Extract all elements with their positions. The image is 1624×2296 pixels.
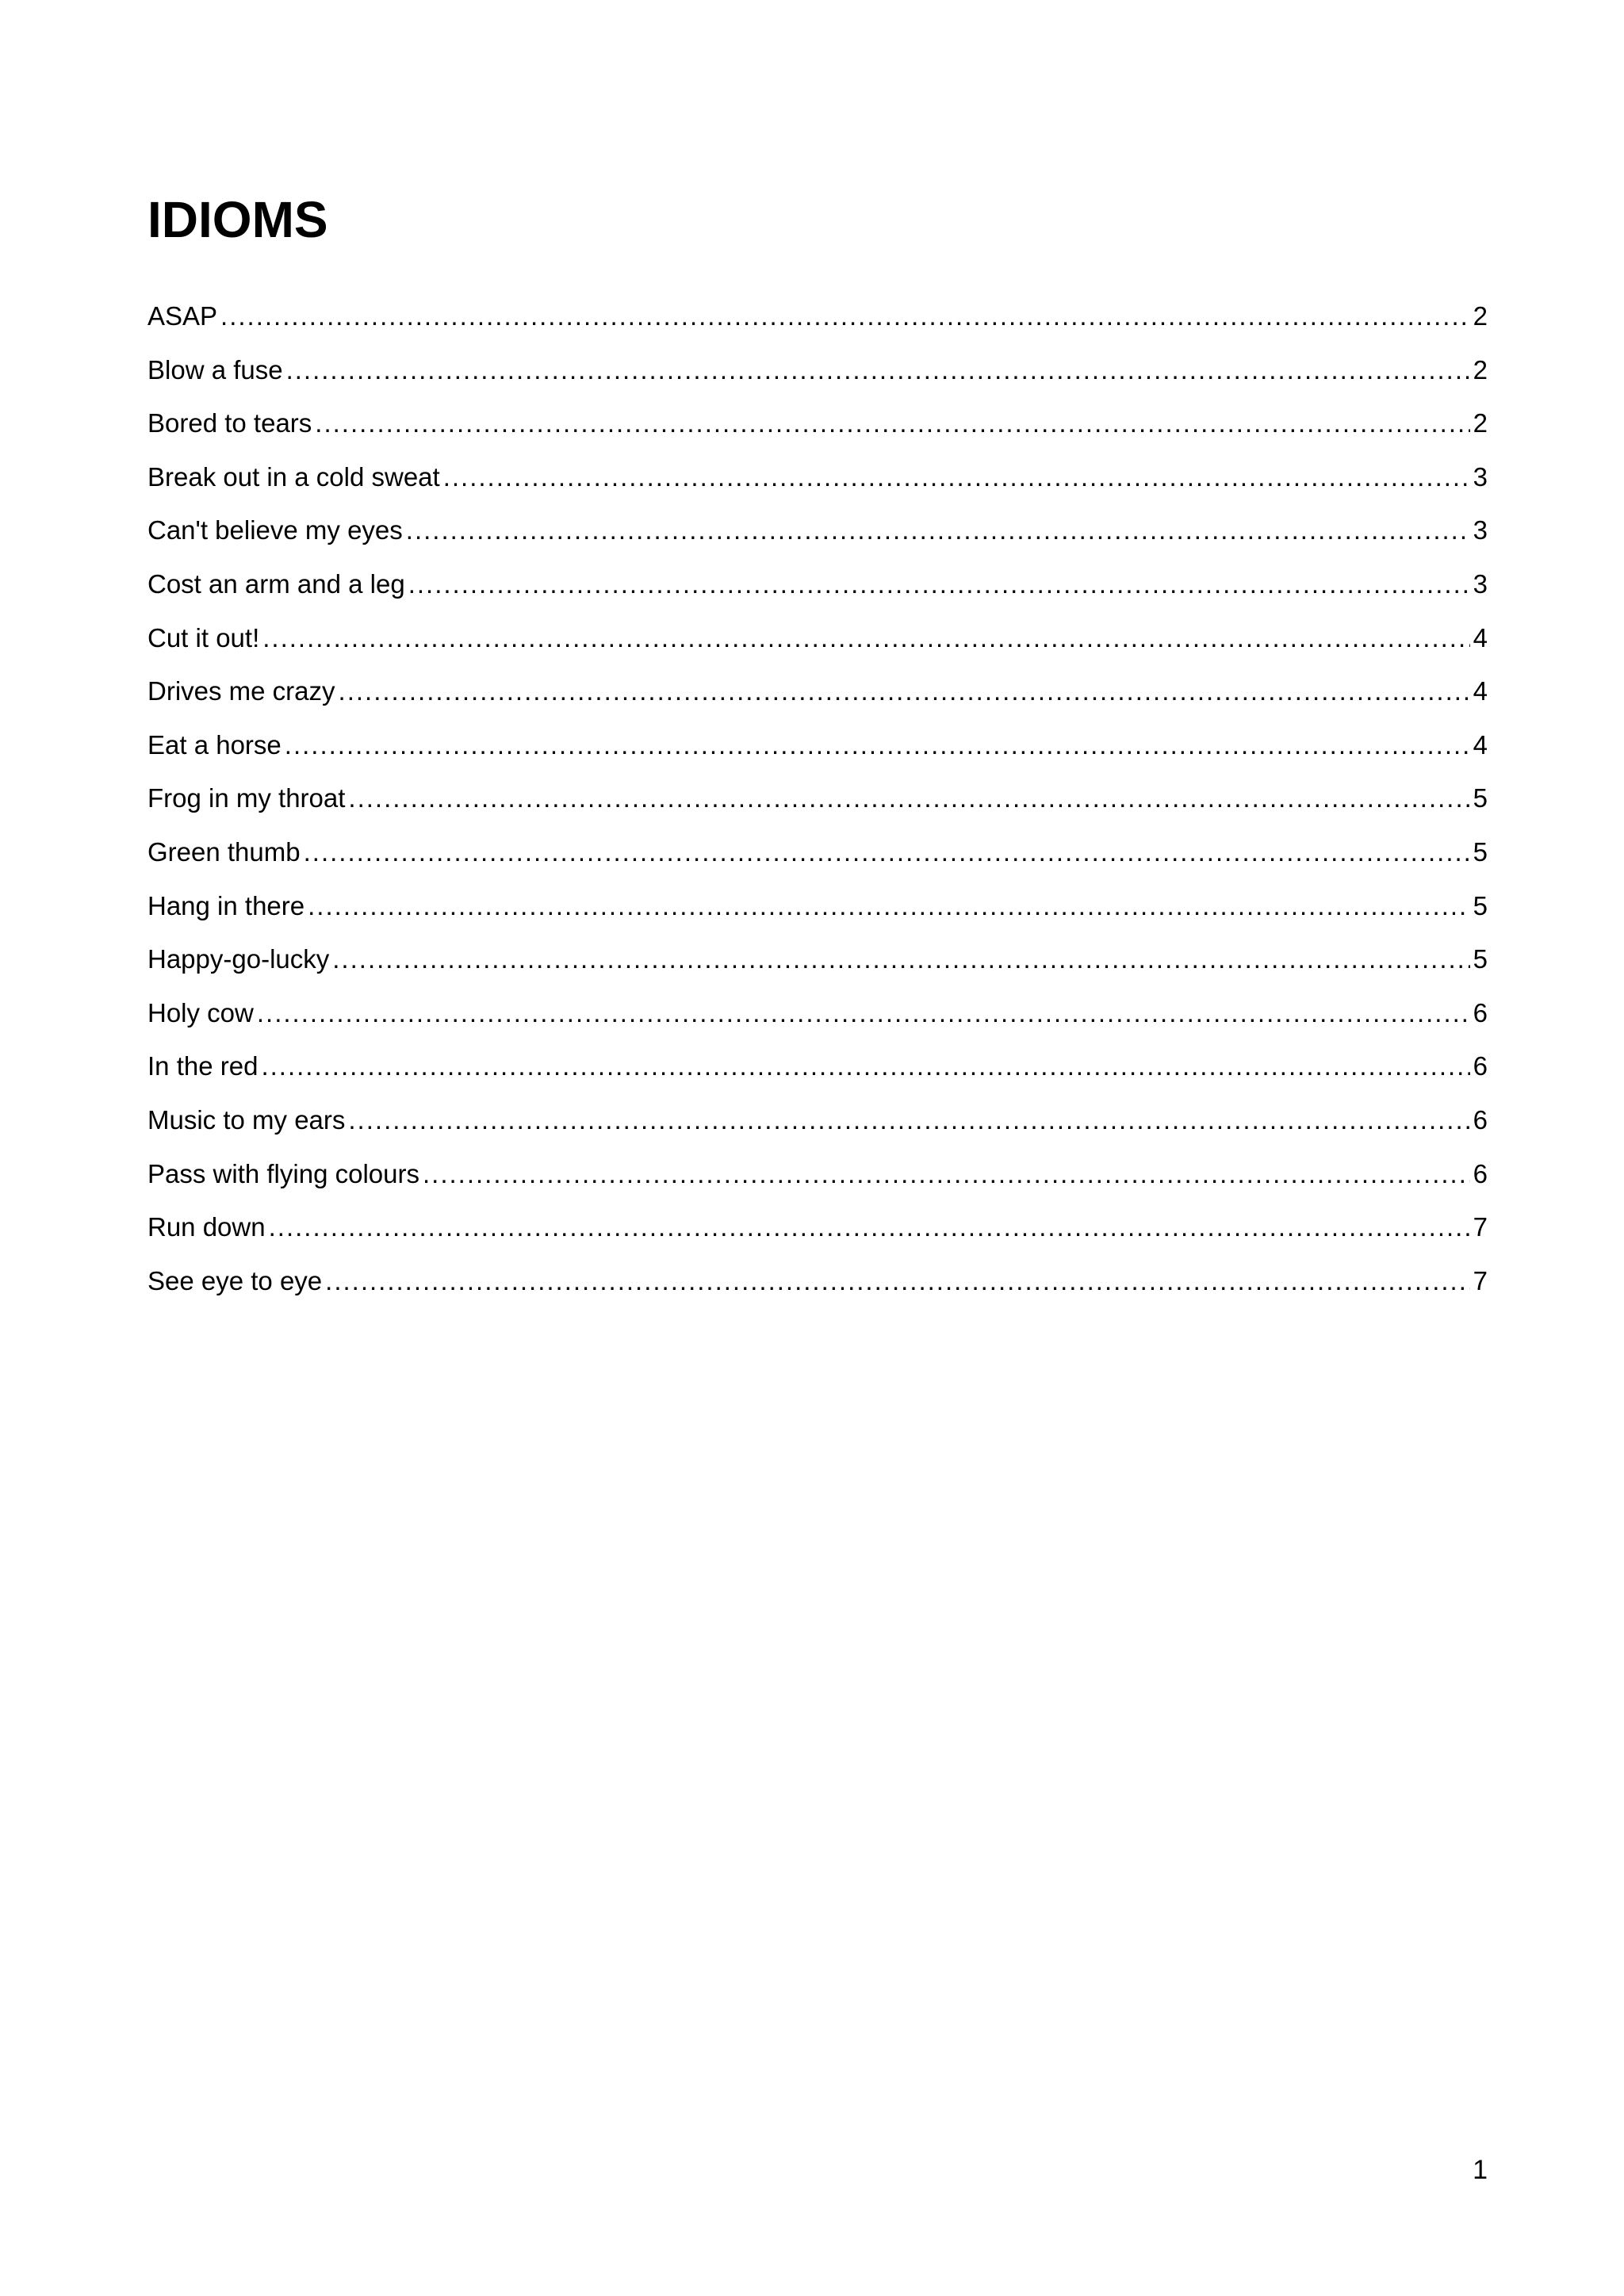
toc-entry-label: See eye to eye [147, 1265, 323, 1295]
toc-entry-label: Pass with flying colours [147, 1158, 419, 1188]
toc-entry-page: 3 [1473, 461, 1488, 492]
toc-entry-label: Run down [147, 1212, 266, 1242]
page-number: 1 [1473, 2155, 1488, 2185]
toc-entry-label: Cut it out! [147, 622, 260, 652]
toc-entry-page: 3 [1473, 515, 1488, 545]
toc-entry-label: Holy cow [147, 997, 254, 1027]
toc-entry[interactable] [147, 1200, 1488, 1254]
toc-entry-page: 5 [1473, 836, 1488, 867]
toc-dot-leader [220, 289, 1470, 343]
toc-entry[interactable] [147, 718, 1488, 772]
toc-entry-page: 2 [1473, 301, 1488, 331]
toc-entry[interactable] [147, 343, 1488, 397]
toc-entry-page: 4 [1473, 622, 1488, 652]
page-title: IDIOMS [147, 191, 328, 248]
toc-entry-page: 4 [1473, 729, 1488, 760]
toc-entry[interactable] [147, 932, 1488, 986]
toc-dot-leader [339, 664, 1470, 718]
toc-entry[interactable] [147, 664, 1488, 718]
toc-entry-label: Eat a horse [147, 729, 282, 760]
toc-entry[interactable] [147, 1254, 1488, 1308]
toc-dot-leader [348, 1093, 1469, 1147]
toc-entry-label: Cost an arm and a leg [147, 568, 405, 599]
toc-dot-leader [406, 503, 1470, 557]
toc-entry-page: 6 [1473, 1158, 1488, 1188]
toc-entry[interactable] [147, 879, 1488, 933]
toc-entry[interactable] [147, 396, 1488, 450]
toc-entry[interactable] [147, 1147, 1488, 1201]
toc-entry[interactable] [147, 450, 1488, 504]
toc-entry-page: 6 [1473, 997, 1488, 1027]
toc-entry-page: 6 [1473, 1051, 1488, 1081]
toc-entry[interactable] [147, 503, 1488, 557]
toc-dot-leader [308, 879, 1470, 933]
toc-entry-page: 7 [1473, 1265, 1488, 1295]
toc-entry-page: 3 [1473, 568, 1488, 599]
toc-entry-page: 6 [1473, 1104, 1488, 1135]
toc-dot-leader [408, 557, 1470, 611]
toc-entry-label: Can't believe my eyes [147, 515, 403, 545]
toc-dot-leader [348, 771, 1469, 825]
toc-entry-page: 5 [1473, 944, 1488, 974]
toc-dot-leader [332, 932, 1469, 986]
toc-dot-leader [257, 986, 1470, 1040]
toc-entry-page: 7 [1473, 1212, 1488, 1242]
toc-entry-label: Hang in there [147, 890, 305, 920]
toc-entry[interactable] [147, 611, 1488, 665]
toc-entry-page: 5 [1473, 783, 1488, 813]
toc-dot-leader [269, 1200, 1470, 1254]
toc-dot-leader [261, 1039, 1469, 1093]
toc-entry-label: Bored to tears [147, 408, 312, 438]
toc-entry-label: Frog in my throat [147, 783, 346, 813]
table-of-contents [147, 289, 1488, 1307]
toc-entry-page: 2 [1473, 408, 1488, 438]
toc-dot-leader [286, 343, 1470, 397]
toc-entry-page: 2 [1473, 354, 1488, 385]
toc-dot-leader [304, 825, 1470, 879]
toc-entry-page: 4 [1473, 676, 1488, 706]
toc-dot-leader [423, 1147, 1470, 1201]
toc-entry-label: Music to my ears [147, 1104, 346, 1135]
toc-entry[interactable] [147, 557, 1488, 611]
toc-entry-label: ASAP [147, 301, 218, 331]
toc-entry-label: Blow a fuse [147, 354, 283, 385]
toc-dot-leader [285, 718, 1470, 772]
toc-entry[interactable] [147, 1039, 1488, 1093]
toc-entry-page: 5 [1473, 890, 1488, 920]
toc-dot-leader [325, 1254, 1469, 1308]
toc-entry-label: Happy-go-lucky [147, 944, 330, 974]
toc-entry[interactable] [147, 289, 1488, 343]
toc-entry[interactable] [147, 771, 1488, 825]
toc-dot-leader [315, 396, 1469, 450]
toc-entry[interactable] [147, 1093, 1488, 1147]
toc-entry[interactable] [147, 825, 1488, 879]
toc-entry-label: In the red [147, 1051, 259, 1081]
toc-entry-label: Break out in a cold sweat [147, 461, 440, 492]
toc-entry-label: Green thumb [147, 836, 301, 867]
toc-entry-label: Drives me crazy [147, 676, 335, 706]
toc-dot-leader [443, 450, 1470, 504]
toc-entry[interactable] [147, 986, 1488, 1040]
toc-dot-leader [262, 611, 1469, 665]
